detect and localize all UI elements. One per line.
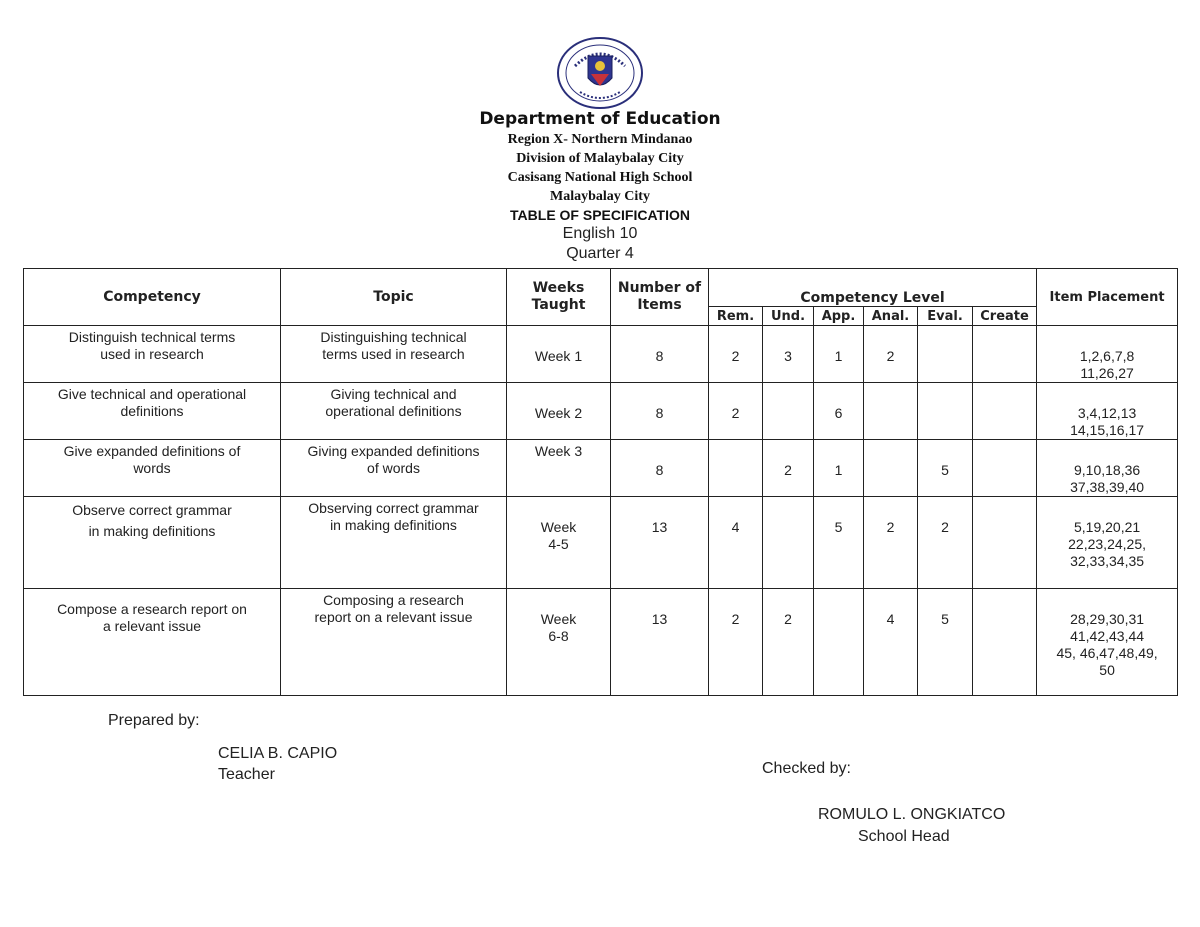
- placement-cell: 5,19,20,21 22,23,24,25, 32,33,34,35: [1037, 497, 1178, 589]
- header-competency: Competency: [24, 269, 281, 326]
- level-create: Create: [973, 307, 1037, 326]
- weeks-cell: Week 1: [507, 326, 611, 383]
- specification-table: [23, 268, 1178, 696]
- und-cell: 2: [763, 440, 814, 497]
- rem-cell: 4: [709, 497, 763, 589]
- department-name: Department of Education: [479, 109, 721, 129]
- placement-cell: 9,10,18,36 37,38,39,40: [1037, 440, 1178, 497]
- app-cell: 5: [814, 497, 864, 589]
- eval-cell: 2: [918, 497, 973, 589]
- quarter-label: Quarter 4: [566, 245, 634, 262]
- table-row: [24, 497, 1178, 589]
- city-name: Malaybalay City: [550, 189, 650, 204]
- create-cell: [973, 383, 1037, 440]
- table-row: [24, 326, 1178, 383]
- create-cell: [973, 589, 1037, 696]
- topic-cell: Giving technical and operational definitions: [281, 383, 507, 440]
- app-cell: [814, 589, 864, 696]
- rem-cell: 2: [709, 383, 763, 440]
- region-name: Region X- Northern Mindanao: [507, 132, 693, 147]
- school-head-role: School Head: [858, 828, 950, 845]
- eval-cell: 5: [918, 589, 973, 696]
- topic-cell: Distinguishing technical terms used in research: [281, 326, 507, 383]
- header-competency-level: Competency Level: [709, 269, 1037, 307]
- placement-cell: 1,2,6,7,8 11,26,27: [1037, 326, 1178, 383]
- weeks-cell: Week 4-5: [507, 497, 611, 589]
- competency-cell: Distinguish technical terms used in research: [24, 326, 281, 383]
- anal-cell: [864, 383, 918, 440]
- document-header: [300, 108, 900, 264]
- school-head-name: ROMULO L. ONGKIATCO: [818, 806, 1006, 823]
- app-cell: 6: [814, 383, 864, 440]
- checked-by-label: Checked by:: [762, 760, 851, 777]
- anal-cell: 2: [864, 497, 918, 589]
- und-cell: 3: [763, 326, 814, 383]
- school-name: Casisang National High School: [507, 170, 693, 185]
- level-anal: Anal.: [864, 307, 918, 326]
- table-row: [24, 440, 1178, 497]
- items-cell: 8: [611, 440, 709, 497]
- competency-cell: Give expanded definitions of words: [24, 440, 281, 497]
- division-name: Division of Malaybalay City: [516, 151, 684, 166]
- items-cell: 13: [611, 497, 709, 589]
- weeks-cell: Week 6-8: [507, 589, 611, 696]
- competency-cell: Give technical and operational definitions: [24, 383, 281, 440]
- competency-cell: Compose a research report on a relevant issue: [24, 589, 281, 696]
- app-cell: 1: [814, 440, 864, 497]
- anal-cell: 4: [864, 589, 918, 696]
- level-app: App.: [814, 307, 864, 326]
- topic-cell: Giving expanded definitions of words: [281, 440, 507, 497]
- app-cell: 1: [814, 326, 864, 383]
- prepared-by-label: Prepared by:: [108, 712, 200, 729]
- anal-cell: [864, 440, 918, 497]
- weeks-cell: Week 3: [507, 440, 611, 497]
- document-title: TABLE OF SPECIFICATION: [510, 207, 690, 223]
- rem-cell: 2: [709, 589, 763, 696]
- table-header-row: [24, 269, 1178, 307]
- topic-cell: Composing a research report on a relevant issue: [281, 589, 507, 696]
- teacher-name: CELIA B. CAPIO: [218, 745, 338, 762]
- anal-cell: 2: [864, 326, 918, 383]
- und-cell: 2: [763, 589, 814, 696]
- table-row: [24, 383, 1178, 440]
- weeks-cell: Week 2: [507, 383, 611, 440]
- deped-seal-logo: [555, 36, 645, 110]
- und-cell: [763, 383, 814, 440]
- header-item-placement: Item Placement: [1037, 269, 1178, 326]
- level-rem: Rem.: [709, 307, 763, 326]
- level-und: Und.: [763, 307, 814, 326]
- topic-cell: Observing correct grammar in making definitions: [281, 497, 507, 589]
- eval-cell: [918, 326, 973, 383]
- placement-cell: 28,29,30,31 41,42,43,44 45, 46,47,48,49, 50: [1037, 589, 1178, 696]
- create-cell: [973, 326, 1037, 383]
- header-weeks-taught: Weeks Taught: [507, 269, 611, 326]
- rem-cell: 2: [709, 326, 763, 383]
- table-row: [24, 589, 1178, 696]
- create-cell: [973, 497, 1037, 589]
- items-cell: 8: [611, 383, 709, 440]
- eval-cell: 5: [918, 440, 973, 497]
- items-cell: 13: [611, 589, 709, 696]
- header-number-of-items: Number of Items: [611, 269, 709, 326]
- teacher-role: Teacher: [218, 766, 275, 783]
- rem-cell: [709, 440, 763, 497]
- competency-cell: Observe correct grammar in making definitions: [24, 497, 281, 589]
- header-topic: Topic: [281, 269, 507, 326]
- level-eval: Eval.: [918, 307, 973, 326]
- eval-cell: [918, 383, 973, 440]
- items-cell: 8: [611, 326, 709, 383]
- subject-name: English 10: [562, 225, 638, 242]
- und-cell: [763, 497, 814, 589]
- placement-cell: 3,4,12,13 14,15,16,17: [1037, 383, 1178, 440]
- create-cell: [973, 440, 1037, 497]
